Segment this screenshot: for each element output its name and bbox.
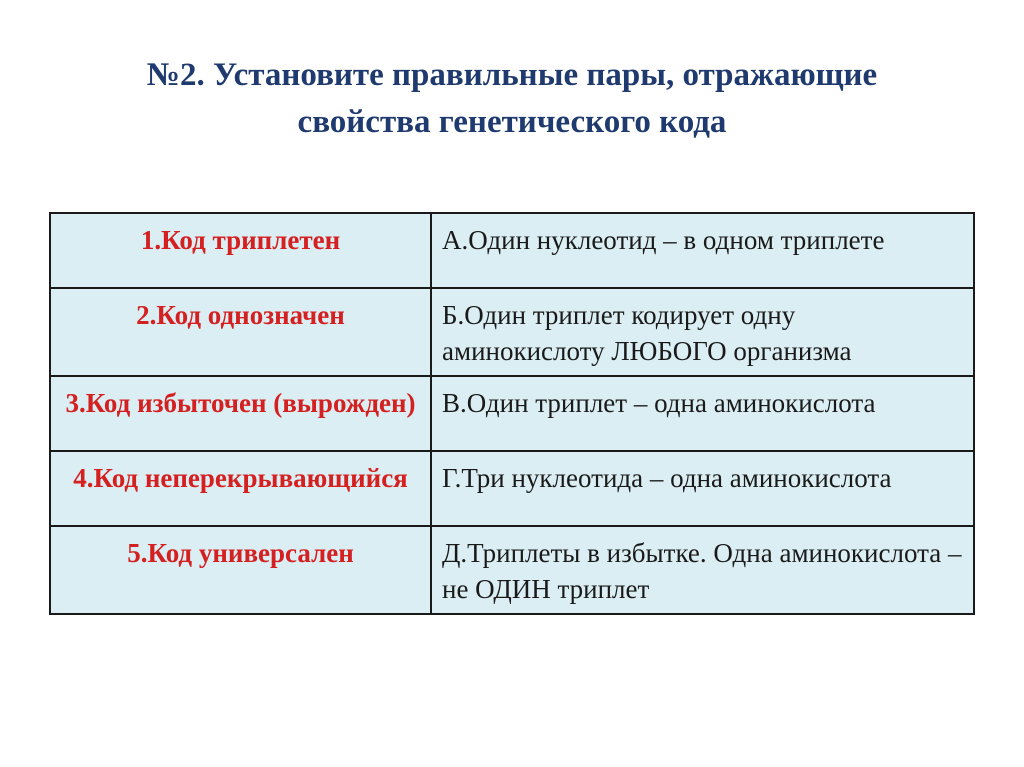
title-line-2: свойства генетического кода — [297, 104, 727, 140]
title-line-1: №2. Установите правильные пары, отражающие — [146, 57, 878, 93]
table-row — [50, 376, 974, 451]
description-cell: Д.Триплеты в избытке. Одна аминокислота – не ОДИН триплет — [431, 526, 974, 614]
pairs-table — [49, 212, 975, 615]
property-cell: 4.Код неперекрывающийся — [50, 451, 431, 526]
table-row — [50, 213, 974, 288]
property-cell: 5.Код универсален — [50, 526, 431, 614]
description-cell: Г.Три нуклеотида – одна аминокислота — [431, 451, 974, 526]
table-row — [50, 526, 974, 614]
property-cell: 1.Код триплетен — [50, 213, 431, 288]
property-cell: 2.Код однозначен — [50, 288, 431, 376]
table-row — [50, 451, 974, 526]
description-cell: В.Один триплет – одна аминокислота — [431, 376, 974, 451]
table-row — [50, 288, 974, 376]
description-cell: Б.Один триплет кодирует одну аминокислоту ЛЮБОГО организма — [431, 288, 974, 376]
property-cell: 3.Код избыточен (вырожден) — [50, 376, 431, 451]
description-cell: А.Один нуклеотид – в одном триплете — [431, 213, 974, 288]
page-title — [40, 52, 984, 146]
